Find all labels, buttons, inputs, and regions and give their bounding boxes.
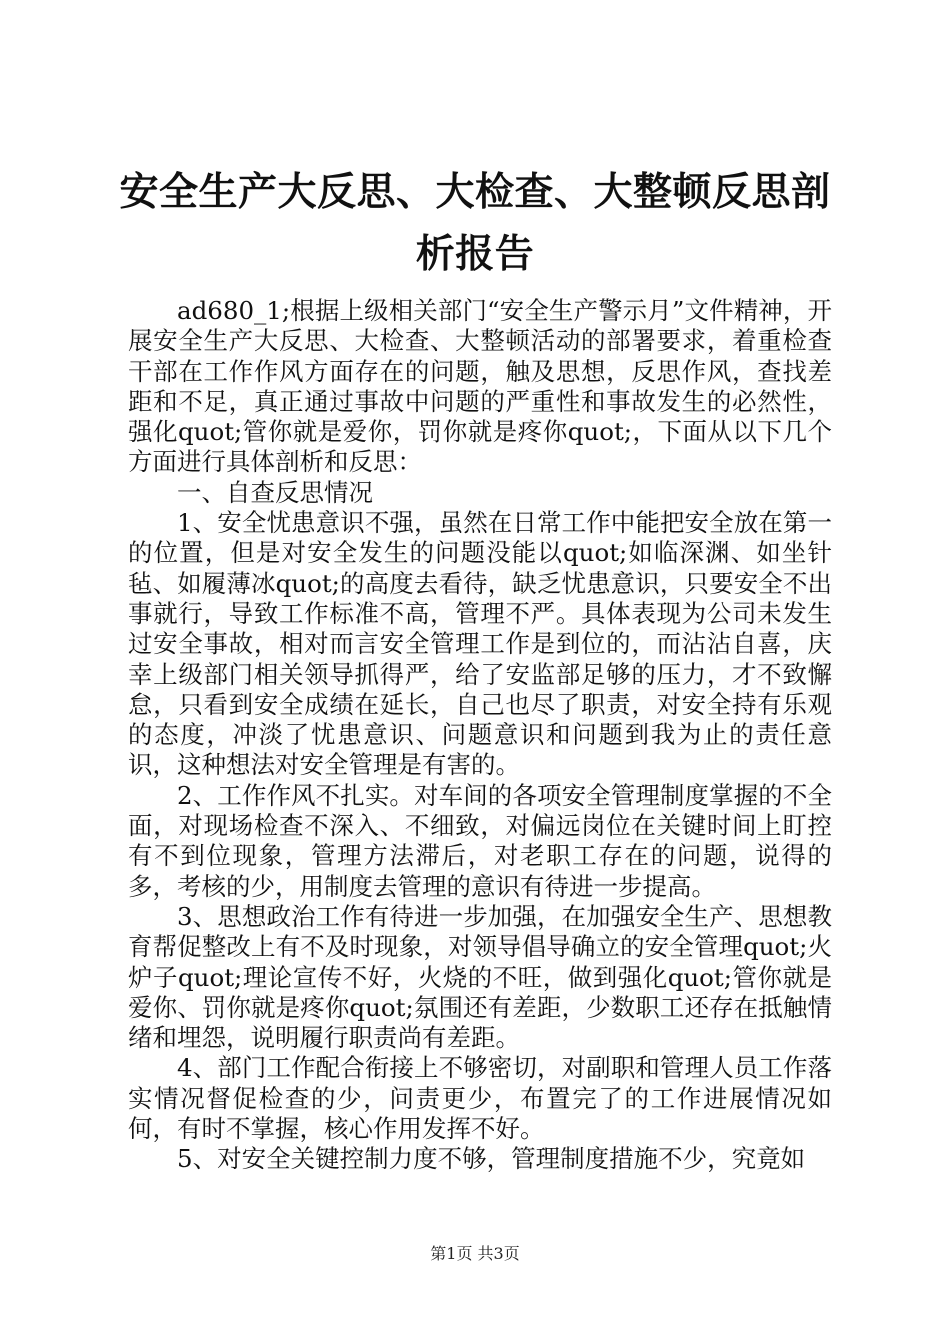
paragraph-item-4: 4、部门工作配合衔接上不够密切，对副职和管理人员工作落实情况督促检查的少，问责更少，布置完了的工作进展情况如何，有时不掌握，核心作用发挥不好。 [128, 1053, 832, 1144]
document-body [128, 296, 832, 1175]
paragraph-item-2: 2、工作作风不扎实。对车间的各项安全管理制度掌握的不全面，对现场检查不深入、不细致，对偏远岗位在关键时间上盯控有不到位现象，管理方法滞后，对老职工存在的问题，说得的多，考核的少，用制度去管理的意识有待进一步提高。 [128, 780, 832, 901]
paragraph-item-3: 3、思想政治工作有待进一步加强，在加强安全生产、思想教育帮促整改上有不及时现象，对领导倡导确立的安全管理quot;火炉子quot;理论宣传不好，火烧的不旺，做到强化quot;管你就是爱你、罚你就是疼你quot;氛围还有差距，少数职工还存在抵触情绪和埋怨，说明履行职责尚有差距。 [128, 901, 832, 1053]
document-title: 安全生产大反思、大检查、大整顿反思剖析报告 [119, 170, 831, 277]
page-number-footer: 第1页 共3页 [430, 1244, 520, 1263]
paragraph-item-5: 5、对安全关键控制力度不够，管理制度措施不少，究竟如 [177, 1144, 806, 1174]
paragraph-intro: ad680_1;根据上级相关部门“安全生产警示月”文件精神，开展安全生产大反思、大检查、大整顿活动的部署要求，着重检查干部在工作作风方面存在的问题，触及思想，反思作风，查找差距和不足，真正通过事故中问题的严重性和事故发生的必然性，强化quot;管你就是爱你，罚你就是疼你quot;，下面从以下几个方面进行具体剖析和反思： [128, 296, 832, 477]
paragraph-item-1: 1、安全忧患意识不强，虽然在日常工作中能把安全放在第一的位置，但是对安全发生的问题没能以quot;如临深渊、如坐针毡、如履薄冰quot;的高度去看待，缺乏忧患意识，只要安全不出事就行，导致工作标准不高，管理不严。具体表现为公司未发生过安全事故，相对而言安全管理工作是到位的，而沾沾自喜，庆幸上级部门相关领导抓得严，给了安监部足够的压力，才不致懈怠，只看到安全成绩在延长，自己也尽了职责，对安全持有乐观的态度，冲淡了忧患意识、问题意识和问题到我为止的责任意识，这种想法对安全管理是有害的。 [128, 508, 832, 780]
section-heading: 一、自查反思情况 [177, 477, 373, 507]
